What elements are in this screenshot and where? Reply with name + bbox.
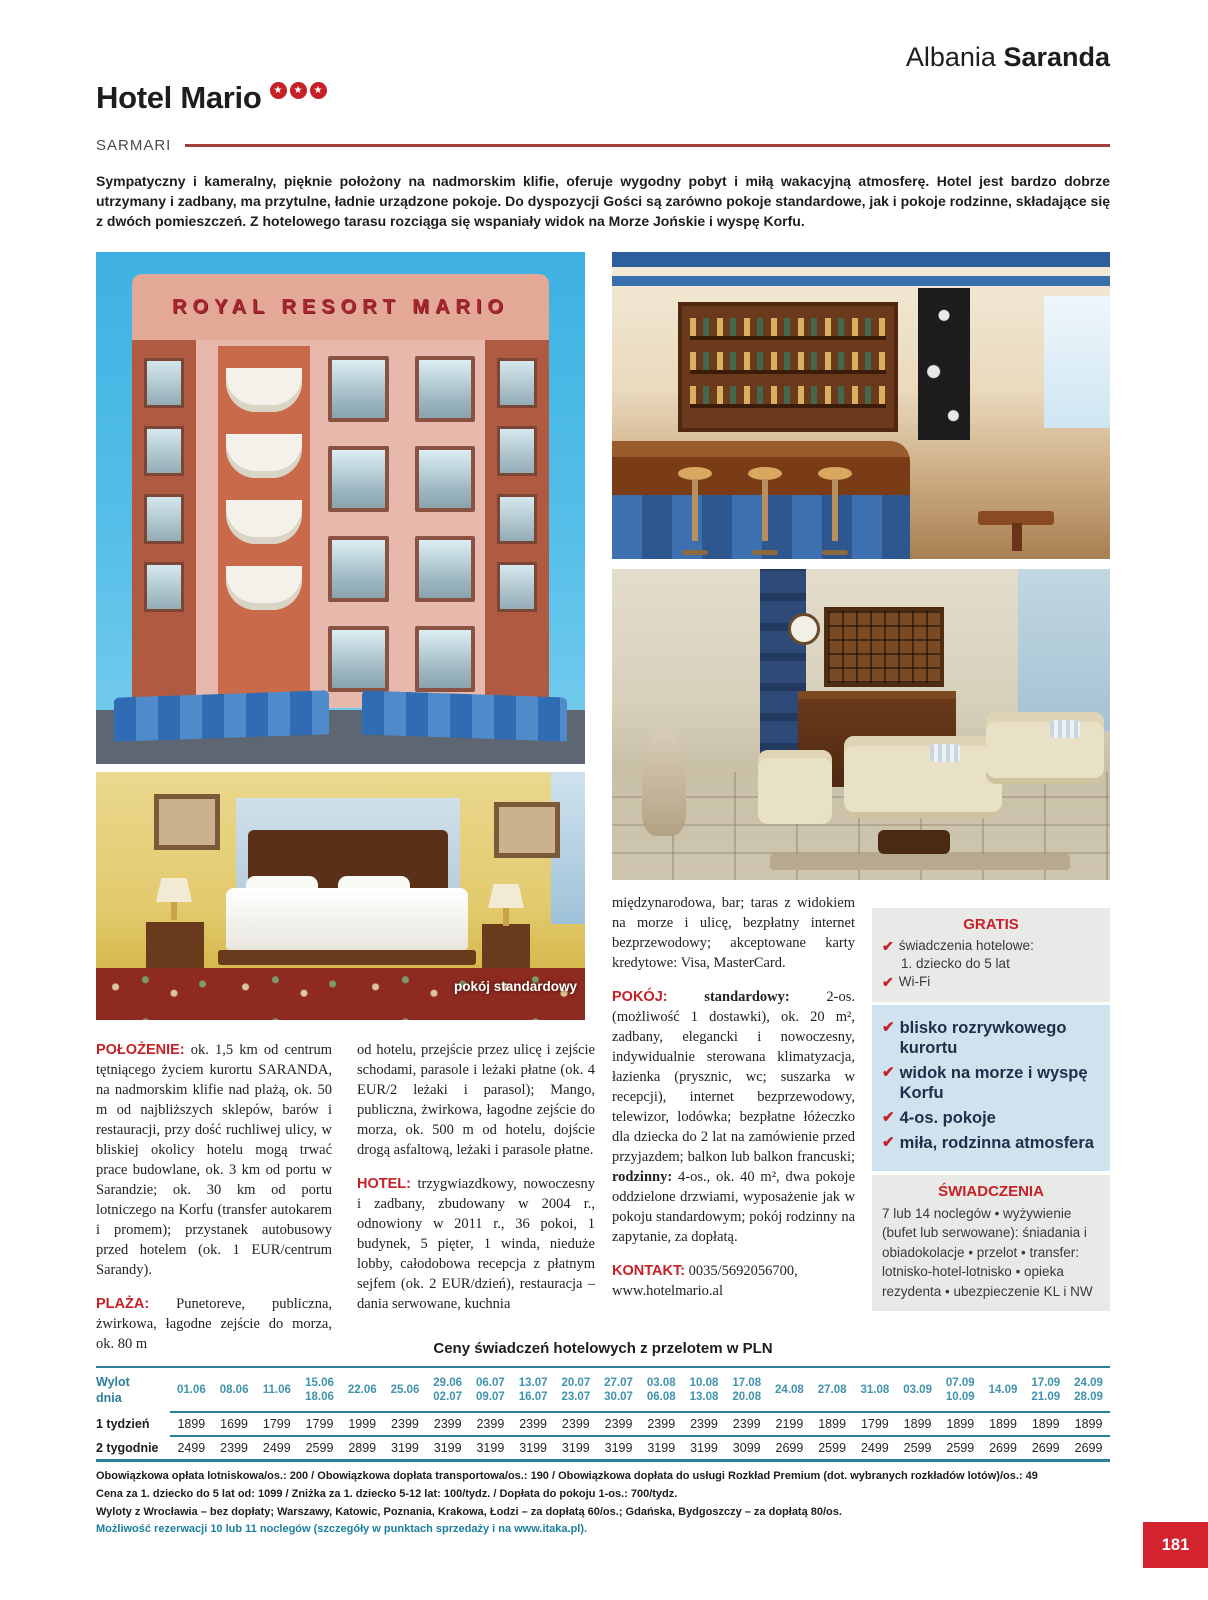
highlight-item [882, 1018, 1100, 1058]
departure-date [640, 1367, 683, 1412]
footer-line-fees: Obowiązkowa opłata lotniskowa/os.: 200 / Obowiązkowa dopłata transportowa/os.: 190 / Obowiązkowa dopłata do usługi Rozkład Premium (dot. wybranych rozkładów lotów)/os.: 49 [96, 1470, 1038, 1482]
price-value: 2699 [1024, 1436, 1067, 1461]
date-line: 13.07 [518, 1376, 548, 1389]
hotel-label: HOTEL: [357, 1176, 411, 1192]
foot [752, 550, 778, 555]
blue-awning-left [114, 690, 329, 742]
lobby-sofa [986, 712, 1104, 784]
gratis-item-text: Wi-Fi [898, 974, 931, 990]
bed-frame [218, 950, 476, 965]
price-value: 1899 [1067, 1412, 1110, 1436]
check-icon [882, 1019, 895, 1058]
wall-clock [788, 613, 820, 645]
date-line: 24.09 [1074, 1376, 1103, 1389]
bottle-shelf [690, 386, 886, 408]
nightstand [482, 924, 530, 972]
date-line: 07.09 [945, 1376, 975, 1389]
blue-awning-right [362, 690, 567, 741]
footer-line-child-prices: Cena za 1. dziecko do 5 lat od: 1099 / Zniżka za 1. dziecko 5-12 lat: 100/tydz. / Dopłata do pokoju 1-os.: 700/tydz. [96, 1487, 678, 1500]
price-value: 2399 [512, 1412, 555, 1436]
standard-room-photo [96, 772, 585, 1020]
hotel-paragraph [357, 1174, 595, 1314]
price-value: 1899 [939, 1412, 982, 1436]
pole [692, 479, 698, 541]
highlights-box [872, 1005, 1110, 1171]
decorative-vase [642, 728, 686, 836]
hotel-lobby-photo [612, 569, 1110, 880]
date-line: 30.07 [604, 1391, 633, 1404]
price-value: 2699 [982, 1436, 1025, 1461]
contact-paragraph [612, 1261, 855, 1301]
date-line: 21.09 [1031, 1391, 1061, 1404]
bar-stool [748, 467, 782, 555]
date-line: 14.09 [988, 1383, 1018, 1396]
lobby-armchair [758, 750, 832, 824]
brand-row [96, 137, 1110, 154]
date-line: 20.08 [732, 1391, 762, 1404]
pole [762, 479, 768, 541]
price-value: 1899 [1024, 1412, 1067, 1436]
sofa-cushion [1050, 720, 1080, 738]
hotel-title-row [96, 80, 327, 116]
gratis-item [882, 973, 1100, 991]
lamp-stem [171, 902, 177, 920]
price-value: 1899 [982, 1412, 1025, 1436]
bottle-shelf [690, 318, 886, 340]
price-value: 2699 [768, 1436, 811, 1461]
price-value: 2599 [939, 1436, 982, 1461]
price-value: 3199 [384, 1436, 427, 1461]
price-value: 2399 [213, 1436, 256, 1461]
hotel-exterior-photo [96, 252, 585, 764]
price-value: 1799 [298, 1412, 341, 1436]
date-line: 15.06 [305, 1376, 334, 1389]
date-line: 08.06 [219, 1383, 249, 1396]
date-line: 02.07 [433, 1391, 463, 1404]
price-value: 2499 [255, 1436, 298, 1461]
page-title: Hotel Mario [96, 80, 262, 115]
departure-date [170, 1367, 213, 1412]
bed-mattress [226, 888, 468, 950]
beach-text-part1: Punetoreve, publiczna, żwirkowa, łagodne zejście do morza, ok. 80 m [96, 1296, 333, 1352]
contact-website: www.hotelmario.al [612, 1283, 724, 1299]
building-window [415, 446, 476, 512]
pole [832, 479, 838, 541]
check-icon [882, 1134, 895, 1153]
coffee-table [878, 830, 950, 854]
balcony-arc [226, 368, 302, 412]
foot [682, 550, 708, 555]
price-value: 2899 [341, 1436, 384, 1461]
date-line: 13.08 [689, 1391, 719, 1404]
departure-date [426, 1367, 469, 1412]
departure-date [213, 1367, 256, 1412]
lamp-stem [503, 908, 509, 926]
price-value: 3099 [725, 1436, 768, 1461]
header-line: dnia [96, 1390, 122, 1405]
building-window [415, 536, 476, 602]
price-value: 1699 [213, 1412, 256, 1436]
highlight-item [882, 1108, 1100, 1128]
check-icon [882, 1109, 895, 1128]
contact-label: KONTAKT: [612, 1263, 686, 1279]
star-icon [310, 82, 327, 99]
date-line: 03.09 [903, 1383, 932, 1396]
wall-painting [154, 794, 220, 850]
price-value: 2599 [896, 1436, 939, 1461]
departure-date [811, 1367, 854, 1412]
date-line: 10.09 [945, 1391, 975, 1404]
date-line: 29.06 [433, 1376, 463, 1389]
date-line: 28.09 [1074, 1391, 1103, 1404]
building-window [144, 562, 184, 612]
table-leg [1012, 523, 1022, 551]
departure-date [982, 1367, 1025, 1412]
patterned-carpet [96, 968, 585, 1020]
price-value: 2699 [1067, 1436, 1110, 1461]
location-label: POŁOŻENIE: [96, 1042, 185, 1058]
date-line: 23.07 [561, 1391, 591, 1404]
ceiling-beam [612, 276, 1110, 286]
building-left-wing [132, 340, 196, 708]
table-lamp [156, 878, 192, 902]
location-paragraph [96, 1040, 332, 1280]
departure-date [384, 1367, 427, 1412]
departure-date [1067, 1367, 1110, 1412]
building-window [497, 358, 537, 408]
room-family-label: rodzinny: [612, 1169, 673, 1185]
highlight-text: miła, rodzinna atmosfera [899, 1134, 1094, 1153]
price-value: 1799 [854, 1412, 897, 1436]
lobby-rug [770, 854, 1070, 870]
balcony-arc [226, 566, 302, 610]
price-value: 2499 [170, 1436, 213, 1461]
hotel-text-part1: trzygwiazdkowy, nowoczesny i zadbany, zbudowany w 2004 r., odnowiony w 2011 r., 36 pokoi, 1 budynek, 5 pięter, 1 winda, nieduże lobby, całodobowa recepcja z płatnym sejfem (ok. 2 EUR/dzień), restauracja – dania serwowane, kuchnia [357, 1176, 595, 1312]
building-window [415, 626, 476, 692]
bar-window [1044, 296, 1110, 428]
date-line: 17.08 [732, 1376, 762, 1389]
price-value: 2399 [640, 1412, 683, 1436]
page-number: 181 [1161, 1535, 1190, 1554]
column-location-beach [96, 1040, 332, 1368]
check-icon [882, 973, 894, 991]
price-value: 1999 [341, 1412, 384, 1436]
lobby-sofa [844, 736, 1002, 818]
date-line: 24.08 [775, 1383, 804, 1396]
wall-painting [494, 802, 560, 858]
departure-date [341, 1367, 384, 1412]
departure-date [896, 1367, 939, 1412]
lobby-glass-panel [1018, 569, 1110, 731]
date-line: 09.07 [476, 1391, 505, 1404]
price-value: 2199 [768, 1412, 811, 1436]
contact-phone: 0035/5692056700, [688, 1263, 798, 1279]
price-value: 2499 [854, 1436, 897, 1461]
date-line: 27.07 [604, 1376, 633, 1389]
bar-stool [678, 467, 712, 555]
price-value: 2399 [469, 1412, 512, 1436]
price-value: 3199 [512, 1436, 555, 1461]
balcony-arc [226, 434, 302, 478]
star-icon [270, 82, 287, 99]
table-lamp [488, 884, 524, 908]
price-value: 2599 [811, 1436, 854, 1461]
brand-name: SARMARI [96, 137, 172, 154]
building-balcony-column [218, 346, 310, 708]
departure-date [768, 1367, 811, 1412]
services-text: 7 lub 14 noclegów • wyżywienie (bufet lub serwowane): śniadania i obiadokolacje • przelot • transfer: lotnisko-hotel-lotnisko • opieka rezydenta • ubezpieczenie KL i NW [882, 1205, 1093, 1299]
highlight-text: 4-os. pokoje [899, 1109, 996, 1128]
departure-date [597, 1367, 640, 1412]
price-value: 3199 [640, 1436, 683, 1461]
gratis-item [882, 937, 1100, 955]
hotel-bar-photo [612, 252, 1110, 559]
building-right-wing [485, 340, 549, 708]
room-standard-label: standardowy: [704, 989, 790, 1005]
price-value: 2399 [683, 1412, 726, 1436]
price-value: 1899 [170, 1412, 213, 1436]
duration-label: 1 tydzień [96, 1417, 150, 1432]
building-window [497, 494, 537, 544]
city-label: Saranda [1003, 42, 1110, 72]
location-text: ok. 1,5 km od centrum tętniącego życiem kurortu SARANDA, na nadmorskim klifie nad plażą, ok. 50 m od najbliższych sklepów, barów i restauracji, przy dość ruchliwej ulicy, w bliskiej okolicy hotelu mogą trwać prace budowlane, ok. 3 km od portu w Sarandzie; ok. 30 km od portu lotniczego na Korfu (transfer autokarem i promem); przystanek autobusowy przed hotelem (ok. 1 EUR/centrum Sarandy). [96, 1042, 332, 1278]
price-value: 2399 [725, 1412, 768, 1436]
price-value: 3199 [426, 1436, 469, 1461]
photo-caption: pokój standardowy [453, 979, 577, 994]
check-icon [882, 1064, 895, 1103]
departure-date [298, 1367, 341, 1412]
departure-date [939, 1367, 982, 1412]
balcony-arc [226, 500, 302, 544]
price-table-header-row [96, 1367, 1110, 1412]
price-value: 1899 [896, 1412, 939, 1436]
decorative-panel [918, 288, 970, 440]
building-window [144, 358, 184, 408]
price-row [96, 1436, 1110, 1461]
date-line: 16.07 [518, 1391, 548, 1404]
date-line: 03.08 [646, 1376, 676, 1389]
price-value: 3199 [683, 1436, 726, 1461]
departure-date [512, 1367, 555, 1412]
highlight-text: blisko rozrywkowego kurortu [899, 1018, 1067, 1057]
price-value: 3199 [469, 1436, 512, 1461]
departure-day-header [96, 1367, 170, 1412]
header-line: Wylot [96, 1375, 130, 1389]
room-label: POKÓJ: [612, 989, 668, 1005]
price-value: 1899 [811, 1412, 854, 1436]
beach-paragraph-continued: od hotelu, przejście przez ulicę i zejście schodami, parasole i leżaki płatne (ok. 4 EUR/2 leżaki i parasol); Mango, publiczna, żwirkowa, łagodne zejście do morza, ok. 500 m od hotelu, dojście drogą asfaltową, leżaki i parasole płatne. [357, 1042, 595, 1158]
room-paragraph [612, 987, 855, 1247]
price-row [96, 1412, 1110, 1436]
departure-date [255, 1367, 298, 1412]
building-window [497, 562, 537, 612]
hotel-paragraph-continued: międzynarodowa, bar; taras z widokiem na morze i ulicę, bezpłatny internet bezprzewodowy; akceptowane karty kredytowe: Visa, MasterCard. [612, 895, 855, 971]
highlight-item [882, 1133, 1100, 1153]
foot [822, 550, 848, 555]
date-line: 10.08 [689, 1376, 719, 1389]
building-window [328, 536, 389, 602]
date-line: 01.06 [176, 1383, 206, 1396]
footer-notes [96, 1468, 1110, 1539]
nightstand [146, 922, 204, 974]
room-standard-text: 2-os. (możliwość 1 dostawki), ok. 20 m², zadbany, elegancki i nowoczesny, indywidualnie sterowana klimatyzacja, łazienka (prysznic, wc; suszarka w recepcji), internet bezprzewodowy, telewizor, lodówka; bezpłatne łóżeczko dla dziecka do 2 lat na zamówienie przed przyjazdem; balkon lub balkon francuski; [612, 989, 856, 1165]
ceiling-beam [612, 252, 1110, 267]
date-line: 06.08 [646, 1391, 676, 1404]
services-title: ŚWIADCZENIA [938, 1182, 1044, 1200]
price-value: 2599 [298, 1436, 341, 1461]
departure-date [725, 1367, 768, 1412]
footer-line-booking-info: Możliwość rezerwacji 10 lub 11 noclegów (szczegóły w punktach sprzedaży i na www.itaka.pl). [96, 1523, 588, 1536]
column-room-contact [612, 893, 855, 1315]
price-table-title: Ceny świadczeń hotelowych z przelotem w PLN [433, 1340, 773, 1357]
highlight-text: widok na morze i wyspę Korfu [899, 1064, 1088, 1103]
gratis-title: GRATIS [963, 916, 1019, 933]
gratis-item-text: świadczenia hotelowe: [898, 938, 1034, 953]
date-line: 20.07 [561, 1376, 591, 1389]
date-line: 31.08 [860, 1383, 890, 1396]
star-icon [290, 82, 307, 99]
column-beach-hotel [357, 1040, 595, 1328]
price-value: 1799 [255, 1412, 298, 1436]
building-window [328, 626, 389, 692]
gratis-box [872, 908, 1110, 1002]
bar-stool [818, 467, 852, 555]
hotel-sign-text: ROYAL RESORT MARIO [172, 295, 509, 318]
building-window-grid [328, 356, 475, 692]
date-line: 22.06 [347, 1383, 377, 1396]
price-value: 2399 [597, 1412, 640, 1436]
building-window [328, 446, 389, 512]
highlight-item [882, 1063, 1100, 1103]
hotel-intro-paragraph: Sympatyczny i kameralny, pięknie położony na nadmorskim klifie, oferuje wygodny pobyt i miłą wakacyjną atmosferę. Hotel jest bardzo dobrze utrzymany i zadbany, ma przytulne, ładnie urządzone pokoje. Do dyspozycji Gości są zarówno pokoje standardowe, jak i pokoje rodzinne, składające się z dwóch pomieszczeń. Z hotelowego tarasu rozciąga się wspaniały widok na Morze Jońskie i wyspę Korfu. [96, 173, 1110, 229]
departure-date [683, 1367, 726, 1412]
price-value: 3199 [554, 1436, 597, 1461]
column-info-boxes [872, 908, 1110, 1314]
departure-date [1024, 1367, 1067, 1412]
price-table [96, 1366, 1110, 1462]
services-box [872, 1175, 1110, 1312]
hotel-roof-sign [132, 274, 549, 340]
duration-label: 2 tygodnie [96, 1440, 159, 1455]
building-window [144, 426, 184, 476]
date-line: 25.06 [390, 1383, 420, 1396]
date-line: 18.06 [305, 1391, 334, 1404]
price-value: 2399 [384, 1412, 427, 1436]
date-line: 27.08 [817, 1383, 847, 1396]
footer-line-departures: Wyloty z Wrocławia – bez dopłaty; Warszawy, Katowic, Poznania, Krakowa, Łodzi – za dopłatą 60/os.; Gdańska, Bydgoszczy – za dopłatą 80/os. [96, 1505, 842, 1518]
date-line: 11.06 [262, 1383, 291, 1396]
gratis-item-subtext: 1. dziecko do 5 lat [901, 956, 1010, 972]
bar-bottle-shelves [678, 302, 898, 432]
header-rule [185, 144, 1110, 147]
check-icon [882, 937, 894, 955]
price-value: 3199 [597, 1436, 640, 1461]
departure-date [854, 1367, 897, 1412]
region-header [906, 42, 1110, 73]
bottle-shelf [690, 352, 886, 374]
beach-label: PLAŻA: [96, 1296, 150, 1312]
date-line: 17.09 [1031, 1376, 1061, 1389]
departure-date [469, 1367, 512, 1412]
departure-date [554, 1367, 597, 1412]
price-value: 2399 [554, 1412, 597, 1436]
building-window [415, 356, 476, 422]
date-line: 06.07 [476, 1376, 505, 1389]
building-window [497, 426, 537, 476]
building-window [328, 356, 389, 422]
building-window [144, 494, 184, 544]
reception-key-rack [824, 607, 944, 687]
room-family-text: 4-os., ok. 40 m², dwa pokoje oddzielone drzwiami, wyposażenie jak w pokoju standardowym; pokój rodzinny na zapytanie, za dopłatą. [612, 1169, 856, 1245]
building-facade [132, 340, 549, 708]
sofa-cushion [930, 744, 960, 762]
page-number-badge [1143, 1522, 1208, 1568]
region-label: Albania [905, 42, 1004, 72]
hotel-star-rating [270, 82, 327, 99]
price-value: 2399 [426, 1412, 469, 1436]
